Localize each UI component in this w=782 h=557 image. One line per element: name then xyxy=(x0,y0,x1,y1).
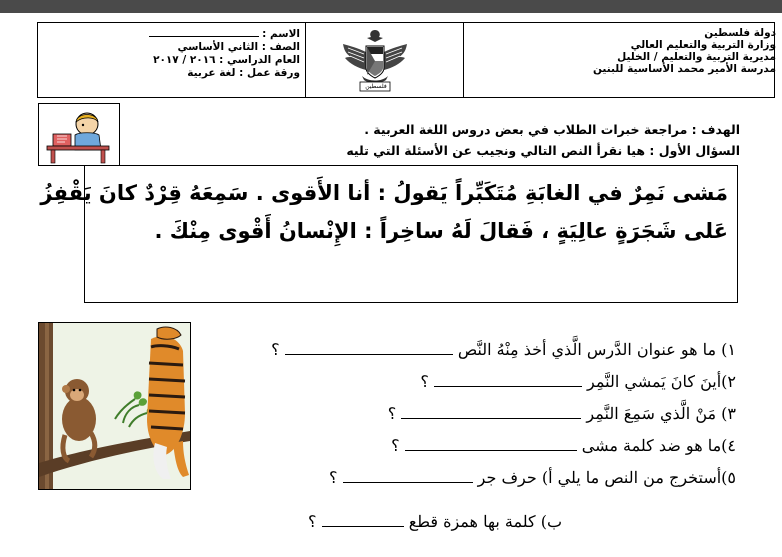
question-1-answer-blank[interactable] xyxy=(285,342,453,355)
question-2 xyxy=(420,372,736,391)
ministry-name: وزارة التربية والتعليم العالي xyxy=(630,39,776,51)
worksheet-label: ورقة عمل : لغة عربية xyxy=(187,67,300,79)
question-2-answer-blank[interactable] xyxy=(434,374,582,387)
directorate-name: مديرية التربية والتعليم / الخليل xyxy=(617,51,776,63)
header-left-divider xyxy=(305,22,306,98)
name-field-row xyxy=(140,27,300,41)
question-4-text: ٤)ما هو ضد كلمة مشى xyxy=(581,436,736,455)
question-5b-text: ب) كلمة بها همزة قطع xyxy=(408,512,562,531)
question-4-answer-blank[interactable] xyxy=(405,438,577,451)
question-5a xyxy=(329,468,736,487)
tiger-monkey-picture-frame xyxy=(38,322,191,490)
question-1 xyxy=(271,340,736,359)
ministry-info xyxy=(593,27,776,75)
question-1-mark: ؟ xyxy=(271,340,280,359)
window-top-bar xyxy=(0,0,782,13)
question-4-mark: ؟ xyxy=(391,436,400,455)
passage-line-2: عَلى شَجَرَةٍ عالِيَةٍ ، فَقالَ لَهُ ساخِراً : الإِنْسانُ أَقْوى مِنْكَ . xyxy=(154,219,728,243)
passage-line-1: مَشى نَمِرٌ في الغابَةِ مُتَكَبِّراً يَقولُ : أنا الأَقوى . سَمِعَهُ قِرْدٌ كانَ يَقْفِزُ xyxy=(40,181,728,205)
name-blank[interactable] xyxy=(149,27,259,37)
lesson-goal: الهدف : مراجعة خبرات الطلاب في بعض دروس اللغة العربية . xyxy=(364,122,740,137)
question-5a-answer-blank[interactable] xyxy=(343,470,473,483)
question-2-text: ٢)أينَ كانَ يَمشي النَّمِر xyxy=(587,372,736,391)
question-3 xyxy=(388,404,736,423)
student-info xyxy=(140,27,300,80)
question-5b xyxy=(308,512,562,531)
question-one-instruction: السؤال الأول : هيا نقرأ النص التالي ونجيب عن الأسئلة التي تليه xyxy=(346,143,740,158)
question-5b-mark: ؟ xyxy=(308,512,317,531)
emblem-caption: فلسطين xyxy=(365,83,387,90)
school-year-label: العام الدراسي : ٢٠١٦ / ٢٠١٧ xyxy=(153,54,300,66)
question-2-mark: ؟ xyxy=(420,372,429,391)
question-3-text: ٣) مَنْ الَّذي سَمِعَ النَّمِر xyxy=(586,404,736,423)
name-label: الاسم : xyxy=(258,28,300,40)
grade-label: الصف : الثاني الأساسي xyxy=(177,41,300,53)
tiger-and-monkey-illustration xyxy=(39,323,190,489)
country-name: دولة فلسطين xyxy=(704,27,776,39)
reading-boy-icon xyxy=(39,104,119,165)
school-name: مدرسة الأمير محمد الأساسية للبنين xyxy=(592,63,776,75)
question-5a-text: ٥)أستخرج من النص ما يلي أ) حرف جر xyxy=(477,468,736,487)
question-3-mark: ؟ xyxy=(387,404,397,423)
question-5a-mark: ؟ xyxy=(328,468,338,487)
question-1-text: ١) ما هو عنوان الدَّرس الَّذي أخذ مِنْهُ النَّص xyxy=(457,340,736,359)
reading-boy-picture-frame xyxy=(38,103,120,166)
palestine-emblem xyxy=(340,24,410,96)
question-3-answer-blank[interactable] xyxy=(401,406,581,419)
question-4 xyxy=(391,436,736,455)
question-5b-answer-blank[interactable] xyxy=(322,514,404,527)
